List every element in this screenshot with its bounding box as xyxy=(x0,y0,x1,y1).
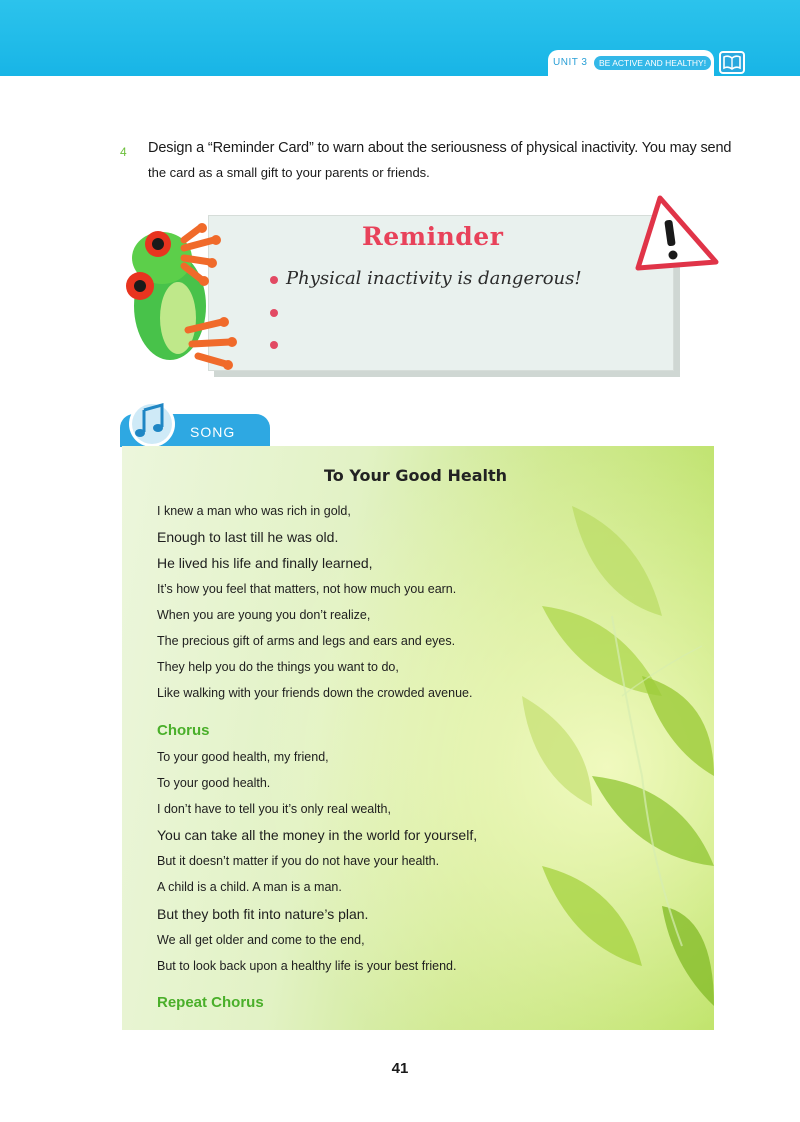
unit-title: BE ACTIVE AND HEALTHY! xyxy=(594,56,711,70)
verse-line-8: Like walking with your friends down the crowded avenue. xyxy=(157,686,473,700)
page-number: 41 xyxy=(391,1060,409,1077)
chorus-line-9: But to look back upon a healthy life is your best friend. xyxy=(157,959,457,973)
chorus-line-7: But they both fit into nature’s plan. xyxy=(157,906,369,922)
verse-line-3: He lived his life and finally learned, xyxy=(157,555,373,571)
song-tab-label: SONG xyxy=(190,424,236,440)
bullet-dot-1 xyxy=(270,276,278,284)
chorus-line-6: A child is a child. A man is a man. xyxy=(157,880,342,894)
verse-line-1: I knew a man who was rich in gold, xyxy=(157,504,351,518)
verse-line-7: They help you do the things you want to do, xyxy=(157,660,399,674)
verse-line-6: The precious gift of arms and legs and ears and eyes. xyxy=(157,634,456,648)
task-number: 4 xyxy=(120,145,127,159)
verse-line-4: It’s how you feel that matters, not how much you earn. xyxy=(157,582,457,596)
reminder-card-title: Reminder xyxy=(362,222,504,251)
verse-line-5: When you are young you don’t realize, xyxy=(157,608,371,622)
music-note-icon xyxy=(126,396,180,448)
verse-line-2: Enough to last till he was old. xyxy=(157,529,339,545)
chorus-line-2: To your good health. xyxy=(157,776,271,790)
bullet-dot-3 xyxy=(270,341,278,349)
book-icon xyxy=(719,51,745,74)
chorus-line-8: We all get older and come to the end, xyxy=(157,933,365,947)
warning-icon xyxy=(634,194,720,274)
repeat-chorus-label: Repeat Chorus xyxy=(157,994,264,1011)
chorus-line-5: But it doesn’t matter if you do not have your health. xyxy=(157,854,440,868)
task-instruction-line1: Design a “Reminder Card” to warn about the seriousness of physical inactivity. You may send xyxy=(148,140,732,156)
chorus-line-4: You can take all the money in the world for yourself, xyxy=(157,827,478,843)
chorus-heading: Chorus xyxy=(157,722,210,739)
chorus-line-3: I don’t have to tell you it’s only real wealth, xyxy=(157,802,391,816)
reminder-bullet-1: Physical inactivity is dangerous! xyxy=(286,268,582,289)
chorus-line-1: To your good health, my friend, xyxy=(157,750,329,764)
song-title: To Your Good Health xyxy=(324,466,508,485)
frog-illustration xyxy=(118,218,258,378)
task-instruction-line2: the card as a small gift to your parents or friends. xyxy=(148,165,430,180)
bullet-dot-2 xyxy=(270,309,278,317)
unit-label: UNIT 3 xyxy=(553,57,588,68)
